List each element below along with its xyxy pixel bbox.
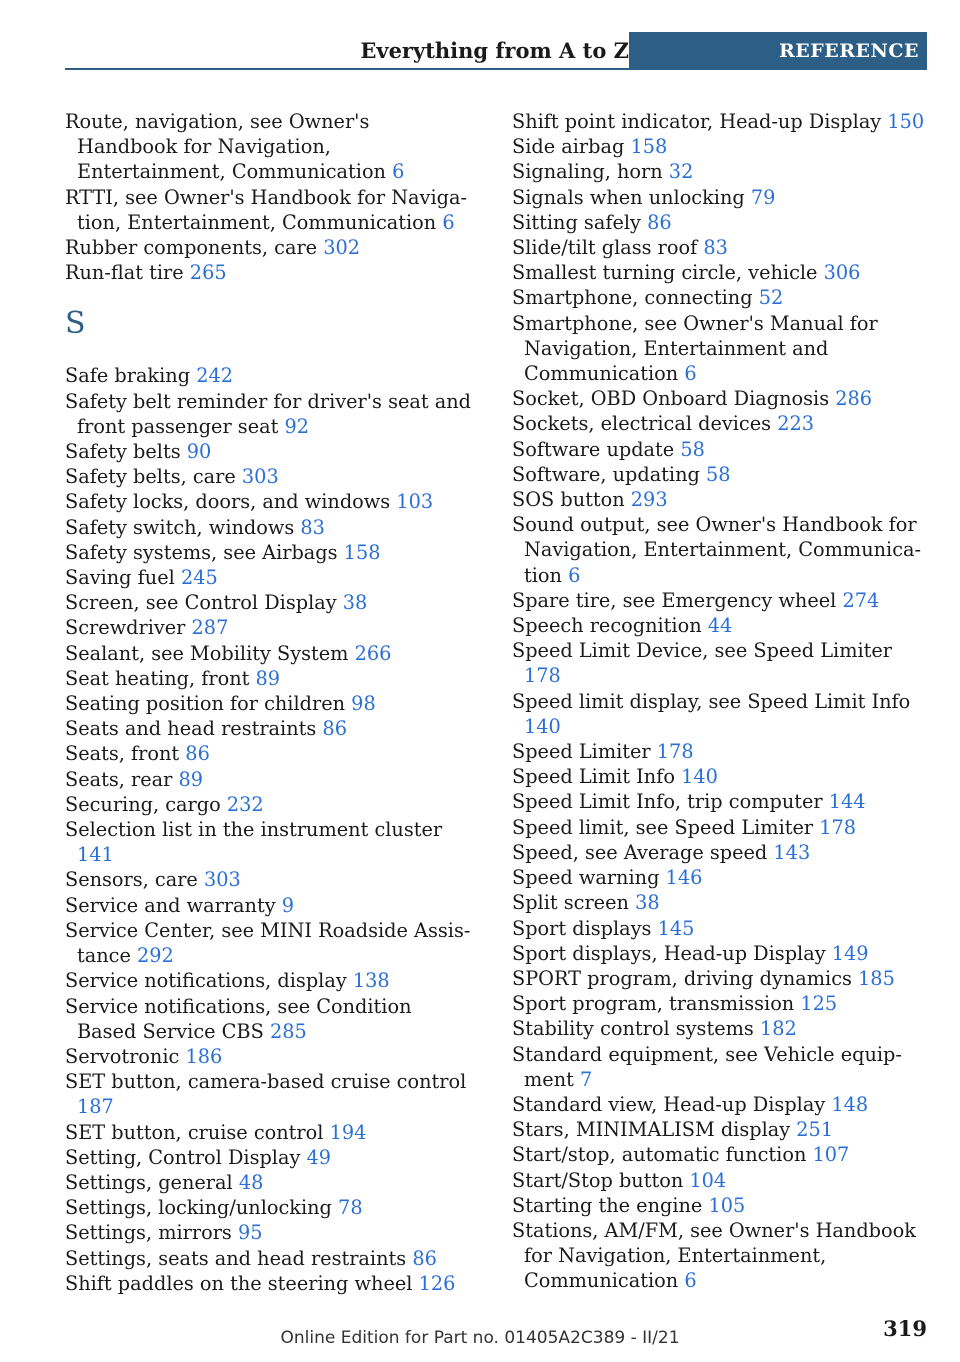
index-entry-page-link[interactable]: 140 <box>524 714 561 738</box>
index-entry-page-link[interactable]: 98 <box>351 692 376 716</box>
index-entry-term: Smartphone, see Owner's Manual for Navigation, Entertainment and Communication <box>512 311 878 386</box>
index-entry <box>65 666 475 691</box>
index-entry-page-link[interactable]: 292 <box>137 944 174 968</box>
index-entry-term: Starting the engine <box>512 1193 703 1217</box>
index-entry <box>65 767 475 792</box>
index-entry-term: Standard equipment, see Vehicle equipment <box>512 1042 902 1091</box>
index-column-left <box>65 109 475 1296</box>
index-entry-term: Screwdriver <box>65 616 186 640</box>
index-entry <box>512 1042 927 1092</box>
index-entry <box>65 109 475 185</box>
index-entry-page-link[interactable]: 144 <box>828 790 866 814</box>
index-entry-page-link[interactable]: 105 <box>708 1193 746 1217</box>
index-entry <box>65 641 475 666</box>
index-entry-page-link[interactable]: 285 <box>269 1019 307 1043</box>
index-entry <box>65 1044 475 1069</box>
index-entry-term: Route, navigation, see Owner's Handbook for Navigation, Entertainment, Communication <box>65 110 386 184</box>
index-entry <box>65 1246 475 1271</box>
index-entry <box>512 1117 927 1142</box>
edition-note: Online Edition for Part no. 01405A2C389 - II/21 <box>280 1328 680 1348</box>
index-entry-term: Servotronic <box>65 1044 180 1068</box>
index-entry <box>512 789 927 814</box>
index-entry-page-link[interactable]: 104 <box>689 1168 727 1192</box>
index-entry-page-link[interactable]: 242 <box>196 364 233 388</box>
index-entry-page-link[interactable]: 185 <box>858 966 895 990</box>
index-entry <box>65 363 475 388</box>
index-entry-page-link[interactable]: 52 <box>758 286 784 310</box>
index-entry-page-link[interactable]: 182 <box>759 1017 797 1041</box>
index-entry-term: Rubber components, care <box>65 236 318 260</box>
index-entry <box>512 1142 927 1167</box>
index-entry-page-link[interactable]: 95 <box>237 1221 263 1245</box>
index-group-s-continued <box>512 109 927 1294</box>
index-entry-page-link[interactable]: 186 <box>185 1044 223 1068</box>
index-entry-page-link[interactable]: 89 <box>255 666 281 690</box>
index-entry-page-link[interactable]: 58 <box>706 462 731 486</box>
index-entry-term: Side airbag <box>512 135 625 159</box>
index-entry-term: Sitting safely <box>512 210 641 234</box>
index-entry <box>65 867 475 892</box>
index-entry <box>512 1092 927 1117</box>
index-entry <box>65 792 475 817</box>
index-entry <box>65 185 475 235</box>
index-entry <box>512 185 927 210</box>
index-entry-page-link[interactable]: 86 <box>647 210 672 234</box>
index-entry-page-link[interactable]: 187 <box>77 1095 114 1119</box>
index-entry-term: Sport program, transmission <box>512 992 795 1016</box>
index-entry-page-link[interactable]: 158 <box>630 135 668 159</box>
index-entry-page-link[interactable]: 146 <box>665 866 703 890</box>
index-entry <box>512 1168 927 1193</box>
page-number: 319 <box>883 1316 927 1341</box>
index-entry-page-link[interactable]: 143 <box>773 840 811 864</box>
index-entry-page-link[interactable]: 103 <box>396 490 434 514</box>
index-entry-term: SET button, cruise control <box>65 1120 324 1144</box>
index-entry <box>65 590 475 615</box>
index-entry <box>512 386 927 411</box>
index-entry-term: Settings, mirrors <box>65 1221 232 1245</box>
index-entry <box>65 1170 475 1195</box>
index-entry-page-link[interactable]: 6 <box>568 563 581 587</box>
index-entry-page-link[interactable]: 140 <box>681 765 718 789</box>
index-group-s <box>65 363 475 1296</box>
index-entry-term: Speed warning <box>512 866 660 890</box>
index-column-right <box>512 109 927 1294</box>
index-entry <box>512 260 927 285</box>
index-entry-term: Service and warranty <box>65 893 276 917</box>
index-entry-term: Signaling, horn <box>512 160 663 184</box>
index-entry-page-link[interactable]: 78 <box>338 1196 363 1220</box>
index-entry-term: Socket, OBD Onboard Diagnosis <box>512 387 830 411</box>
index-entry-page-link[interactable]: 38 <box>342 591 368 615</box>
index-entry-term: Shift point indicator, Head-up Display <box>512 110 882 133</box>
index-entry-term: Seats and head restraints <box>65 717 317 741</box>
index-entry-page-link[interactable]: 178 <box>656 740 694 764</box>
index-entry-term: Securing, cargo <box>65 792 221 816</box>
index-entry-term: Service notifications, display <box>65 969 347 993</box>
index-entry-page-link[interactable]: 126 <box>418 1271 456 1295</box>
index-entry-term: Speed limit, see Speed Limiter <box>512 815 814 839</box>
index-entry-page-link[interactable]: 125 <box>800 992 838 1016</box>
index-entry-page-link[interactable]: 245 <box>180 566 218 590</box>
index-group-r <box>65 109 475 285</box>
index-entry-page-link[interactable]: 38 <box>635 891 660 915</box>
index-entry <box>65 1120 475 1145</box>
index-entry-page-link[interactable]: 86 <box>322 717 347 741</box>
index-entry <box>512 437 927 462</box>
index-entry <box>65 260 475 285</box>
index-entry-term: Start/Stop button <box>512 1168 684 1192</box>
index-entry-term: Slide/tilt glass roof <box>512 236 698 260</box>
index-entry-term: Sound output, see Owner's Handbook for Navigation, Entertainment, Communication <box>512 513 922 587</box>
index-entry <box>65 615 475 640</box>
index-entry-page-link[interactable]: 58 <box>680 437 705 461</box>
index-entry <box>512 840 927 865</box>
index-entry <box>65 540 475 565</box>
index-entry-term: Safety systems, see Airbags <box>65 540 338 564</box>
index-entry <box>512 865 927 890</box>
index-entry <box>65 918 475 968</box>
index-entry-page-link[interactable]: 232 <box>226 792 264 816</box>
index-entry <box>512 159 927 184</box>
index-entry-term: Speed Limit Device, see Speed Limiter <box>512 639 893 663</box>
index-entry <box>65 235 475 260</box>
index-entry-page-link[interactable]: 138 <box>352 969 390 993</box>
index-entry <box>512 285 927 310</box>
index-entry-term: Smallest turning circle, vehicle <box>512 261 818 285</box>
index-entry <box>65 716 475 741</box>
index-entry <box>512 815 927 840</box>
index-entry-term: Sport displays <box>512 916 652 940</box>
index-entry <box>65 691 475 716</box>
index-entry-term: Standard view, Head-up Display <box>512 1092 826 1116</box>
index-entry-term: Settings, seats and head restraints <box>65 1246 407 1270</box>
index-entry-page-link[interactable]: 251 <box>796 1118 834 1142</box>
index-entry <box>65 817 475 867</box>
index-entry-term: Settings, locking/unlocking <box>65 1196 332 1220</box>
index-entry <box>512 235 927 260</box>
index-entry <box>512 966 927 991</box>
index-entry-term: Safety locks, doors, and windows <box>65 490 391 514</box>
index-entry-page-link[interactable]: 92 <box>284 414 310 438</box>
index-entry <box>65 1145 475 1170</box>
index-entry-term: Speed Limit Info <box>512 765 675 789</box>
index-entry-term: Signals when unlocking <box>512 185 745 209</box>
index-entry-term: Speed Limit Info, trip computer <box>512 790 823 814</box>
header-title: Everything from A to Z <box>360 38 629 63</box>
index-entry <box>65 389 475 439</box>
index-entry-page-link[interactable]: 194 <box>329 1120 367 1144</box>
index-entry-term: Sealant, see Mobility System <box>65 641 349 665</box>
index-entry <box>512 462 927 487</box>
index-entry-term: Safety belt reminder for driver's seat and front passenger seat <box>65 389 472 438</box>
index-entry-page-link[interactable]: 32 <box>668 160 694 184</box>
index-entry-term: Seating position for children <box>65 692 346 716</box>
index-entry-term: Speech recognition <box>512 614 702 638</box>
index-entry-page-link[interactable]: 178 <box>819 815 857 839</box>
index-entry-term: Sensors, care <box>65 868 198 892</box>
index-entry <box>512 1218 927 1294</box>
index-entry-page-link[interactable]: 107 <box>812 1143 850 1167</box>
index-entry-term: Split screen <box>512 891 629 915</box>
index-entry-page-link[interactable]: 148 <box>831 1092 869 1116</box>
index-entry-term: Service Center, see MINI Roadside Assistance <box>65 918 471 968</box>
index-entry-term: Speed, see Average speed <box>512 840 768 864</box>
index-entry-term: Stations, AM/FM, see Owner's Handbook for Navigation, Entertainment, Communication <box>512 1218 916 1293</box>
index-entry <box>512 916 927 941</box>
index-entry <box>512 764 927 789</box>
index-entry-term: SPORT program, driving dynamics <box>512 966 852 990</box>
index-entry-page-link[interactable]: 178 <box>524 664 561 688</box>
index-entry-term: Safety switch, windows <box>65 515 295 539</box>
index-entry-term: SOS button <box>512 488 625 512</box>
index-entry <box>65 893 475 918</box>
index-entry-term: Seat heating, front <box>65 666 250 690</box>
index-entry-page-link[interactable]: 48 <box>238 1170 264 1194</box>
index-entry <box>512 487 927 512</box>
index-entry-page-link[interactable]: 6 <box>684 1269 697 1293</box>
index-entry <box>65 1271 475 1296</box>
index-entry <box>512 689 927 739</box>
index-entry-page-link[interactable]: 9 <box>281 893 295 917</box>
index-entry-term: Speed Limiter <box>512 740 651 764</box>
index-entry <box>512 1193 927 1218</box>
index-entry-page-link[interactable]: 89 <box>178 767 204 791</box>
index-entry <box>65 994 475 1044</box>
index-entry-term: Sport displays, Head-up Display <box>512 941 826 965</box>
index-entry-page-link[interactable]: 86 <box>412 1246 437 1270</box>
index-entry-term: SET button, camera-based cruise control <box>65 1070 467 1094</box>
index-entry-term: Smartphone, connecting <box>512 286 753 310</box>
index-entry-term: Saving fuel <box>65 566 175 590</box>
index-entry <box>65 464 475 489</box>
index-entry-term: Seats, front <box>65 742 180 766</box>
index-entry-term: Selection list in the instrument cluster <box>65 818 443 842</box>
index-entry-page-link[interactable]: 6 <box>392 160 405 184</box>
index-entry-page-link[interactable]: 49 <box>306 1145 332 1169</box>
index-entry <box>512 311 927 387</box>
index-entry-page-link[interactable]: 86 <box>185 742 210 766</box>
index-entry-page-link[interactable]: 266 <box>354 641 392 665</box>
index-entry <box>512 739 927 764</box>
index-entry <box>512 411 927 436</box>
index-entry <box>512 134 927 159</box>
index-entry-page-link[interactable]: 302 <box>323 236 361 260</box>
index-entry-term: Safety belts, care <box>65 465 236 489</box>
index-entry-term: Setting, Control Display <box>65 1145 301 1169</box>
index-entry <box>512 941 927 966</box>
index-entry-page-link[interactable]: 265 <box>189 261 227 285</box>
index-entry <box>512 613 927 638</box>
index-entry-term: Seats, rear <box>65 767 173 791</box>
index-entry-term: Stars, MINIMALISM display <box>512 1118 791 1142</box>
index-entry-term: Run-flat tire <box>65 261 184 285</box>
index-entry-page-link[interactable]: 274 <box>842 588 880 612</box>
index-entry-page-link[interactable]: 303 <box>241 465 279 489</box>
index-entry <box>65 1220 475 1245</box>
index-entry-page-link[interactable]: 158 <box>343 540 381 564</box>
index-entry-page-link[interactable]: 145 <box>657 916 695 940</box>
page-header <box>65 32 927 70</box>
index-entry-term: Safety belts <box>65 440 181 464</box>
index-entry <box>65 968 475 993</box>
index-entry-term: Safe braking <box>65 364 191 388</box>
index-entry <box>65 1195 475 1220</box>
index-entry-page-link[interactable]: 6 <box>442 210 455 234</box>
section-tab-label: REFERENCE <box>779 40 919 62</box>
index-entry-term: Sockets, electrical devices <box>512 412 772 436</box>
index-entry-term: Software, updating <box>512 462 700 486</box>
index-entry <box>65 515 475 540</box>
index-entry-page-link[interactable]: 44 <box>707 614 733 638</box>
index-entry-page-link[interactable]: 6 <box>684 362 697 386</box>
index-entry <box>65 489 475 514</box>
index-entry-page-link[interactable]: 83 <box>703 236 728 260</box>
index-entry-page-link[interactable]: 149 <box>831 941 869 965</box>
index-entry-page-link[interactable]: 90 <box>186 440 212 464</box>
index-entry <box>512 109 927 134</box>
index-entry-page-link[interactable]: 303 <box>203 868 241 892</box>
index-entry <box>512 512 927 588</box>
index-entry-page-link[interactable]: 83 <box>300 515 325 539</box>
index-entry-term: Shift paddles on the steering wheel <box>65 1271 413 1295</box>
index-entry-term: Settings, general <box>65 1170 233 1194</box>
index-entry-term: Stability control systems <box>512 1017 754 1041</box>
index-entry-page-link[interactable]: 223 <box>777 412 814 436</box>
index-entry-term: Spare tire, see Emergency wheel <box>512 588 837 612</box>
index-entry <box>512 991 927 1016</box>
index-entry-term: Start/stop, automatic function <box>512 1143 807 1167</box>
index-entry <box>512 890 927 915</box>
index-entry-page-link[interactable]: 306 <box>823 261 861 285</box>
index-entry-term: Screen, see Control Display <box>65 591 337 615</box>
index-entry <box>65 439 475 464</box>
index-entry-page-link[interactable]: 293 <box>630 488 668 512</box>
index-entry-page-link[interactable]: 79 <box>750 185 776 209</box>
index-entry-page-link[interactable]: 150 <box>887 110 925 133</box>
index-entry-term: Software update <box>512 437 675 461</box>
section-tab <box>629 32 927 70</box>
index-entry-page-link[interactable]: 7 <box>580 1067 593 1091</box>
index-entry <box>512 638 927 688</box>
index-entry <box>65 1069 475 1119</box>
index-letter-heading: S <box>65 306 86 342</box>
index-entry <box>512 1016 927 1041</box>
index-entry <box>512 588 927 613</box>
index-entry <box>512 210 927 235</box>
index-entry-term: Service notifications, see Condition Based Service CBS <box>65 994 412 1043</box>
index-entry-page-link[interactable]: 141 <box>77 843 114 867</box>
index-entry <box>65 741 475 766</box>
index-entry-term: Speed limit display, see Speed Limit Info <box>512 689 911 713</box>
index-entry-page-link[interactable]: 287 <box>191 616 229 640</box>
index-entry-term: RTTI, see Owner's Handbook for Navigation, Entertainment, Communication <box>65 185 467 234</box>
index-entry <box>65 565 475 590</box>
index-entry-page-link[interactable]: 286 <box>835 387 873 411</box>
